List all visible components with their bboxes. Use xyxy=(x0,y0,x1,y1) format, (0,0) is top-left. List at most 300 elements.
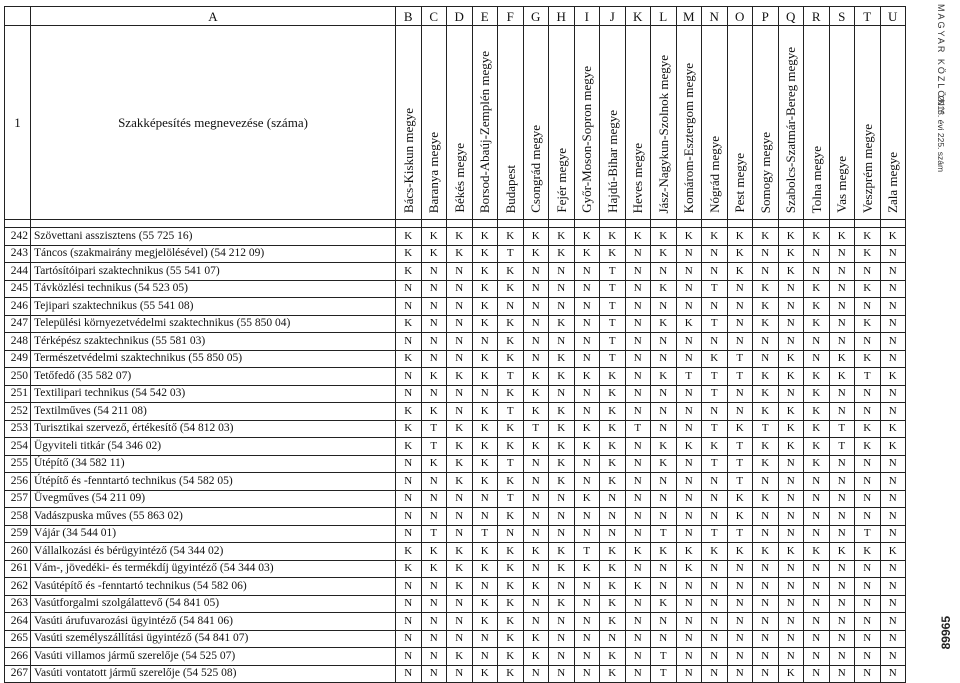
status-code: K xyxy=(804,315,830,333)
status-code: N xyxy=(523,280,549,298)
status-code: K xyxy=(472,228,498,246)
status-code: N xyxy=(855,560,881,578)
status-code: K xyxy=(651,543,677,561)
status-code: K xyxy=(421,543,447,561)
status-code: N xyxy=(421,648,447,666)
table-row xyxy=(5,508,906,526)
row-number: 249 xyxy=(5,350,31,368)
status-code: N xyxy=(421,665,447,683)
status-code: K xyxy=(574,560,600,578)
row-number: 257 xyxy=(5,490,31,508)
status-code: K xyxy=(498,228,524,246)
status-code: N xyxy=(574,508,600,526)
status-code: K xyxy=(523,245,549,263)
table-row xyxy=(5,613,906,631)
county-header xyxy=(498,26,524,220)
status-code: N xyxy=(396,368,422,386)
status-code: N xyxy=(778,315,804,333)
row-number: 252 xyxy=(5,403,31,421)
table-row xyxy=(5,280,906,298)
status-code: N xyxy=(574,665,600,683)
status-code: K xyxy=(498,648,524,666)
spacer-cell xyxy=(447,220,473,228)
status-code: N xyxy=(396,490,422,508)
county-name: Hajdú-Bihar megye xyxy=(604,110,620,213)
status-code: K xyxy=(549,473,575,491)
spacer-cell xyxy=(421,220,447,228)
status-code: K xyxy=(804,455,830,473)
status-code: N xyxy=(549,298,575,316)
qualification-name: Vasúti árufuvarozási ügyintéző (54 841 06) xyxy=(31,613,396,631)
status-code: K xyxy=(549,315,575,333)
status-code: K xyxy=(778,245,804,263)
status-code: K xyxy=(880,228,906,246)
status-code: K xyxy=(574,490,600,508)
status-code: N xyxy=(804,350,830,368)
column-letter: S xyxy=(829,7,855,26)
status-code: N xyxy=(829,525,855,543)
county-header xyxy=(880,26,906,220)
status-code: K xyxy=(804,420,830,438)
status-code: N xyxy=(549,280,575,298)
status-code: N xyxy=(421,473,447,491)
status-code: K xyxy=(600,613,626,631)
status-code: N xyxy=(880,613,906,631)
status-code: N xyxy=(447,613,473,631)
status-code: K xyxy=(778,438,804,456)
status-code: N xyxy=(574,595,600,613)
status-code: N xyxy=(600,508,626,526)
county-name: Baranya megye xyxy=(426,131,442,213)
status-code: N xyxy=(855,595,881,613)
status-code: N xyxy=(472,630,498,648)
table-row xyxy=(5,368,906,386)
status-code: T xyxy=(651,648,677,666)
status-code: N xyxy=(829,333,855,351)
status-code: K xyxy=(778,263,804,281)
table-row xyxy=(5,228,906,246)
column-letter: H xyxy=(549,7,575,26)
status-code: N xyxy=(523,490,549,508)
status-code: N xyxy=(396,630,422,648)
status-code: N xyxy=(829,595,855,613)
qualification-name: Vasúti személyszállítási ügyintéző (54 841 07) xyxy=(31,630,396,648)
status-code: N xyxy=(855,473,881,491)
status-code: K xyxy=(498,630,524,648)
status-code: K xyxy=(727,490,753,508)
county-header xyxy=(600,26,626,220)
status-code: N xyxy=(523,613,549,631)
status-code: K xyxy=(651,315,677,333)
status-code: N xyxy=(396,578,422,596)
status-code: N xyxy=(625,473,651,491)
status-code: K xyxy=(702,350,728,368)
table-row xyxy=(5,473,906,491)
table-row xyxy=(5,298,906,316)
status-code: N xyxy=(676,508,702,526)
status-code: K xyxy=(753,368,779,386)
status-code: K xyxy=(676,560,702,578)
column-letter: T xyxy=(855,7,881,26)
status-code: K xyxy=(778,543,804,561)
status-code: K xyxy=(676,438,702,456)
status-code: N xyxy=(549,525,575,543)
status-code: N xyxy=(676,403,702,421)
qualification-name: Útépítő (34 582 11) xyxy=(31,455,396,473)
status-code: K xyxy=(804,543,830,561)
status-code: K xyxy=(396,543,422,561)
qualification-name: Vadászpuska műves (55 863 02) xyxy=(31,508,396,526)
status-code: N xyxy=(549,665,575,683)
county-name: Budapest xyxy=(502,164,518,213)
status-code: N xyxy=(421,298,447,316)
status-code: K xyxy=(651,368,677,386)
qualification-name: Térképész szaktechnikus (55 581 03) xyxy=(31,333,396,351)
status-code: N xyxy=(829,578,855,596)
row-number: 247 xyxy=(5,315,31,333)
status-code: N xyxy=(702,333,728,351)
status-code: N xyxy=(880,403,906,421)
status-code: N xyxy=(778,630,804,648)
status-code: N xyxy=(574,525,600,543)
status-code: K xyxy=(651,455,677,473)
status-code: N xyxy=(753,578,779,596)
status-code: N xyxy=(651,578,677,596)
table-row xyxy=(5,648,906,666)
status-code: K xyxy=(498,420,524,438)
county-name: Szabolcs-Szatmár-Bereg megye xyxy=(783,46,799,213)
status-code: T xyxy=(702,385,728,403)
status-code: N xyxy=(829,613,855,631)
status-code: N xyxy=(625,368,651,386)
status-code: K xyxy=(472,613,498,631)
status-code: N xyxy=(829,630,855,648)
county-header xyxy=(829,26,855,220)
qualification-name: Táncos (szakmairány megjelölésével) (54 212 09) xyxy=(31,245,396,263)
status-code: N xyxy=(778,455,804,473)
status-code: N xyxy=(804,630,830,648)
county-name: Bács-Kiskun megye xyxy=(400,107,416,213)
status-code: K xyxy=(727,543,753,561)
status-code: N xyxy=(702,298,728,316)
status-code: N xyxy=(651,473,677,491)
status-code: N xyxy=(574,280,600,298)
status-code: N xyxy=(727,560,753,578)
status-code: K xyxy=(523,385,549,403)
status-code: N xyxy=(625,333,651,351)
county-name: Borsod-Abaúj-Zemplén megye xyxy=(477,50,493,213)
status-code: K xyxy=(880,543,906,561)
status-code: N xyxy=(396,613,422,631)
row-number: 253 xyxy=(5,420,31,438)
status-code: N xyxy=(829,490,855,508)
status-code: N xyxy=(727,315,753,333)
county-training-table xyxy=(4,6,906,683)
row-number: 256 xyxy=(5,473,31,491)
status-code: K xyxy=(702,228,728,246)
status-code: N xyxy=(880,665,906,683)
status-code: K xyxy=(498,560,524,578)
county-name: Komárom-Esztergom megye xyxy=(681,62,697,213)
status-code: K xyxy=(753,438,779,456)
status-code: N xyxy=(727,578,753,596)
status-code: N xyxy=(574,473,600,491)
status-code: N xyxy=(396,665,422,683)
status-code: N xyxy=(625,648,651,666)
status-code: N xyxy=(804,560,830,578)
page-number: 89965 xyxy=(939,616,953,650)
status-code: N xyxy=(625,263,651,281)
status-code: N xyxy=(625,438,651,456)
status-code: N xyxy=(778,298,804,316)
status-code: N xyxy=(855,490,881,508)
status-code: K xyxy=(549,560,575,578)
status-code: T xyxy=(625,420,651,438)
table-row xyxy=(5,490,906,508)
column-letter: O xyxy=(727,7,753,26)
status-code: N xyxy=(880,298,906,316)
status-code: N xyxy=(702,630,728,648)
status-code: N xyxy=(804,490,830,508)
status-code: N xyxy=(549,630,575,648)
status-code: K xyxy=(447,438,473,456)
status-code: N xyxy=(702,490,728,508)
table-row xyxy=(5,438,906,456)
status-code: T xyxy=(855,368,881,386)
status-code: N xyxy=(396,333,422,351)
status-code: N xyxy=(396,648,422,666)
status-code: N xyxy=(523,665,549,683)
status-code: T xyxy=(702,525,728,543)
status-code: N xyxy=(778,333,804,351)
status-code: N xyxy=(829,315,855,333)
status-code: N xyxy=(855,298,881,316)
row-number: 265 xyxy=(5,630,31,648)
status-code: N xyxy=(523,595,549,613)
row-number: 250 xyxy=(5,368,31,386)
status-code: T xyxy=(702,368,728,386)
status-code: T xyxy=(421,420,447,438)
status-code: N xyxy=(625,490,651,508)
status-code: K xyxy=(804,385,830,403)
status-code: K xyxy=(472,315,498,333)
status-code: N xyxy=(829,245,855,263)
status-code: K xyxy=(676,228,702,246)
status-code: T xyxy=(829,420,855,438)
status-code: N xyxy=(880,315,906,333)
status-code: T xyxy=(498,368,524,386)
status-code: N xyxy=(421,578,447,596)
status-code: N xyxy=(447,490,473,508)
status-code: K xyxy=(549,403,575,421)
table-row xyxy=(5,595,906,613)
row-number: 254 xyxy=(5,438,31,456)
column-letter: F xyxy=(498,7,524,26)
status-code: K xyxy=(676,543,702,561)
status-code: N xyxy=(829,298,855,316)
status-code: N xyxy=(421,613,447,631)
spacer-cell xyxy=(676,220,702,228)
county-header xyxy=(421,26,447,220)
status-code: K xyxy=(549,420,575,438)
status-code: K xyxy=(829,543,855,561)
status-code: N xyxy=(625,280,651,298)
header-row-number: 1 xyxy=(5,26,31,220)
qualification-name: Vasúti villamos jármű szerelője (54 525 07) xyxy=(31,648,396,666)
status-code: N xyxy=(447,385,473,403)
status-code: N xyxy=(804,245,830,263)
table-row xyxy=(5,333,906,351)
status-code: N xyxy=(651,560,677,578)
status-code: N xyxy=(702,665,728,683)
status-code: N xyxy=(676,420,702,438)
status-code: N xyxy=(447,508,473,526)
status-code: K xyxy=(549,543,575,561)
status-code: N xyxy=(625,525,651,543)
row-number: 259 xyxy=(5,525,31,543)
table-body xyxy=(5,228,906,683)
status-code: K xyxy=(447,473,473,491)
status-code: K xyxy=(523,368,549,386)
publication-name: MAGYAR KÖZLÖNY xyxy=(936,4,946,116)
status-code: N xyxy=(880,245,906,263)
status-code: N xyxy=(447,630,473,648)
row-number: 266 xyxy=(5,648,31,666)
status-code: N xyxy=(625,560,651,578)
status-code: N xyxy=(880,578,906,596)
status-code: N xyxy=(549,263,575,281)
status-code: K xyxy=(702,438,728,456)
status-code: K xyxy=(472,438,498,456)
qualification-name: Vállalkozási és bérügyintéző (54 344 02) xyxy=(31,543,396,561)
spacer-cell xyxy=(625,220,651,228)
row-number: 258 xyxy=(5,508,31,526)
row-number: 264 xyxy=(5,613,31,631)
status-code: N xyxy=(855,403,881,421)
table-row xyxy=(5,578,906,596)
column-letter: L xyxy=(651,7,677,26)
status-code: N xyxy=(727,630,753,648)
status-code: N xyxy=(880,280,906,298)
qualification-name: Települési környezetvédelmi szaktechnikus (55 850 04) xyxy=(31,315,396,333)
qualification-name: Ügyviteli titkár (54 346 02) xyxy=(31,438,396,456)
status-code: N xyxy=(625,455,651,473)
status-code: N xyxy=(880,508,906,526)
status-code: K xyxy=(472,245,498,263)
status-code: N xyxy=(829,385,855,403)
status-code: N xyxy=(625,245,651,263)
status-code: K xyxy=(574,245,600,263)
column-letter: E xyxy=(472,7,498,26)
status-code: K xyxy=(549,350,575,368)
status-code: N xyxy=(472,508,498,526)
status-code: K xyxy=(600,648,626,666)
status-code: K xyxy=(498,665,524,683)
column-letter: U xyxy=(880,7,906,26)
status-code: N xyxy=(472,333,498,351)
status-code: N xyxy=(727,648,753,666)
status-code: N xyxy=(880,630,906,648)
status-code: N xyxy=(804,508,830,526)
table-row xyxy=(5,350,906,368)
status-code: K xyxy=(523,630,549,648)
status-code: K xyxy=(600,228,626,246)
status-code: N xyxy=(421,490,447,508)
status-code: K xyxy=(447,368,473,386)
status-code: N xyxy=(651,613,677,631)
qualification-name: Vasútforgalmi szolgálattevő (54 841 05) xyxy=(31,595,396,613)
status-code: K xyxy=(804,298,830,316)
status-code: N xyxy=(804,263,830,281)
status-code: N xyxy=(600,630,626,648)
status-code: N xyxy=(676,473,702,491)
status-code: K xyxy=(778,228,804,246)
status-code: N xyxy=(421,630,447,648)
status-code: N xyxy=(447,315,473,333)
status-code: N xyxy=(421,333,447,351)
county-header xyxy=(727,26,753,220)
status-code: N xyxy=(447,263,473,281)
status-code: T xyxy=(498,455,524,473)
status-code: N xyxy=(625,315,651,333)
county-name: Somogy megye xyxy=(757,131,773,213)
header-row xyxy=(5,26,906,220)
status-code: N xyxy=(880,350,906,368)
status-code: N xyxy=(625,385,651,403)
status-code: K xyxy=(574,228,600,246)
status-code: N xyxy=(676,665,702,683)
status-code: K xyxy=(498,315,524,333)
status-code: N xyxy=(676,613,702,631)
status-code: N xyxy=(727,613,753,631)
county-name: Jász-Nagykun-Szolnok megye xyxy=(655,54,671,213)
spacer-cell xyxy=(523,220,549,228)
status-code: N xyxy=(753,525,779,543)
qualification-name: Távközlési technikus (54 523 05) xyxy=(31,280,396,298)
status-code: N xyxy=(829,263,855,281)
column-letter-row xyxy=(5,7,906,26)
qualification-name: Vájár (34 544 01) xyxy=(31,525,396,543)
spacer-cell xyxy=(5,220,31,228)
county-header xyxy=(549,26,575,220)
status-code: N xyxy=(447,665,473,683)
status-code: N xyxy=(574,578,600,596)
status-code: K xyxy=(523,543,549,561)
status-code: K xyxy=(727,420,753,438)
status-code: N xyxy=(421,263,447,281)
spacer-cell xyxy=(549,220,575,228)
status-code: K xyxy=(396,403,422,421)
county-name: Pest megye xyxy=(732,153,748,213)
status-code: K xyxy=(498,595,524,613)
status-code: K xyxy=(727,508,753,526)
status-code: N xyxy=(804,613,830,631)
status-code: K xyxy=(880,420,906,438)
status-code: N xyxy=(753,333,779,351)
status-code: N xyxy=(702,560,728,578)
county-header xyxy=(396,26,422,220)
county-header xyxy=(702,26,728,220)
status-code: K xyxy=(651,595,677,613)
status-code: K xyxy=(600,368,626,386)
status-code: N xyxy=(804,333,830,351)
status-code: N xyxy=(804,595,830,613)
status-code: K xyxy=(447,245,473,263)
status-code: K xyxy=(396,315,422,333)
status-code: T xyxy=(600,298,626,316)
status-code: K xyxy=(523,438,549,456)
status-code: N xyxy=(753,560,779,578)
